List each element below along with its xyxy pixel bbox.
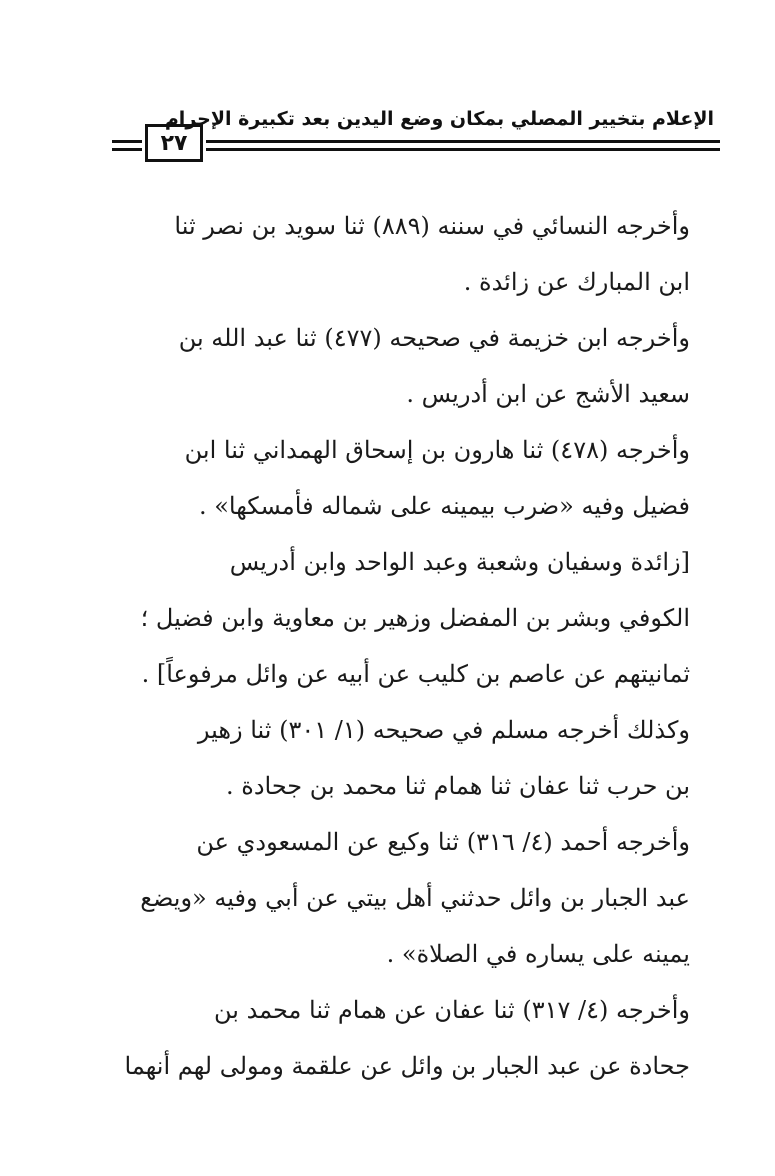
text-line: بن حرب ثنا عفان ثنا همام ثنا محمد بن جحادة . (225, 772, 690, 800)
paragraph (118, 982, 720, 1094)
header-rule-right (206, 140, 720, 151)
paragraph (118, 702, 720, 814)
paragraph (118, 310, 720, 422)
paragraph (118, 198, 720, 310)
text-line: عبد الجبار بن وائل حدثني أهل بيتي عن أبي وفيه «ويضع (140, 884, 690, 912)
text-line: ابن المبارك عن زائدة . (463, 268, 690, 296)
text-line: وأخرجه ابن خزيمة في صحيحه (٤٧٧) ثنا عبد الله بن (178, 324, 690, 352)
text-line: [زائدة وسفيان وشعبة وعبد الواحد وابن أدريس (229, 548, 690, 576)
text-line: وأخرجه (٤٧٨) ثنا هارون بن إسحاق الهمداني ثنا ابن (184, 436, 690, 464)
text-line: سعيد الأشج عن ابن أدريس . (406, 380, 690, 408)
text-line: وأخرجه (٤/ ٣١٧) ثنا عفان عن همام ثنا محمد بن (213, 996, 690, 1024)
paragraph (118, 814, 720, 982)
paragraph (118, 422, 720, 534)
header-rule-left (112, 140, 142, 151)
text-line: وأخرجه النسائي في سننه (٨٨٩) ثنا سويد بن نصر ثنا (174, 212, 690, 240)
text-line: وأخرجه أحمد (٤/ ٣١٦) ثنا وكيع عن المسعودي عن (196, 828, 690, 856)
text-line: يمينه على يساره في الصلاة» . (386, 940, 690, 968)
text-line: ثمانيتهم عن عاصم بن كليب عن أبيه عن وائل مرفوعاً] . (141, 660, 690, 688)
text-line: وكذلك أخرجه مسلم في صحيحه (١/ ٣٠١) ثنا زهير (197, 716, 690, 744)
page-header (112, 100, 720, 170)
text-line: الكوفي وبشر بن المفضل وزهير بن معاوية وابن فضيل ؛ (140, 604, 690, 632)
running-title: الإعلام بتخيير المصلي بمكان وضع اليدين بعد تكبيرة الإحرام (164, 108, 714, 130)
paragraph (118, 534, 720, 702)
text-line: جحادة عن عبد الجبار بن وائل عن علقمة ومولى لهم أنهما (124, 1052, 690, 1080)
page-number: ٢٧ (145, 124, 203, 162)
page-body (118, 198, 720, 1094)
text-line: فضيل وفيه «ضرب بيمينه على شماله فأمسكها» . (198, 492, 690, 520)
